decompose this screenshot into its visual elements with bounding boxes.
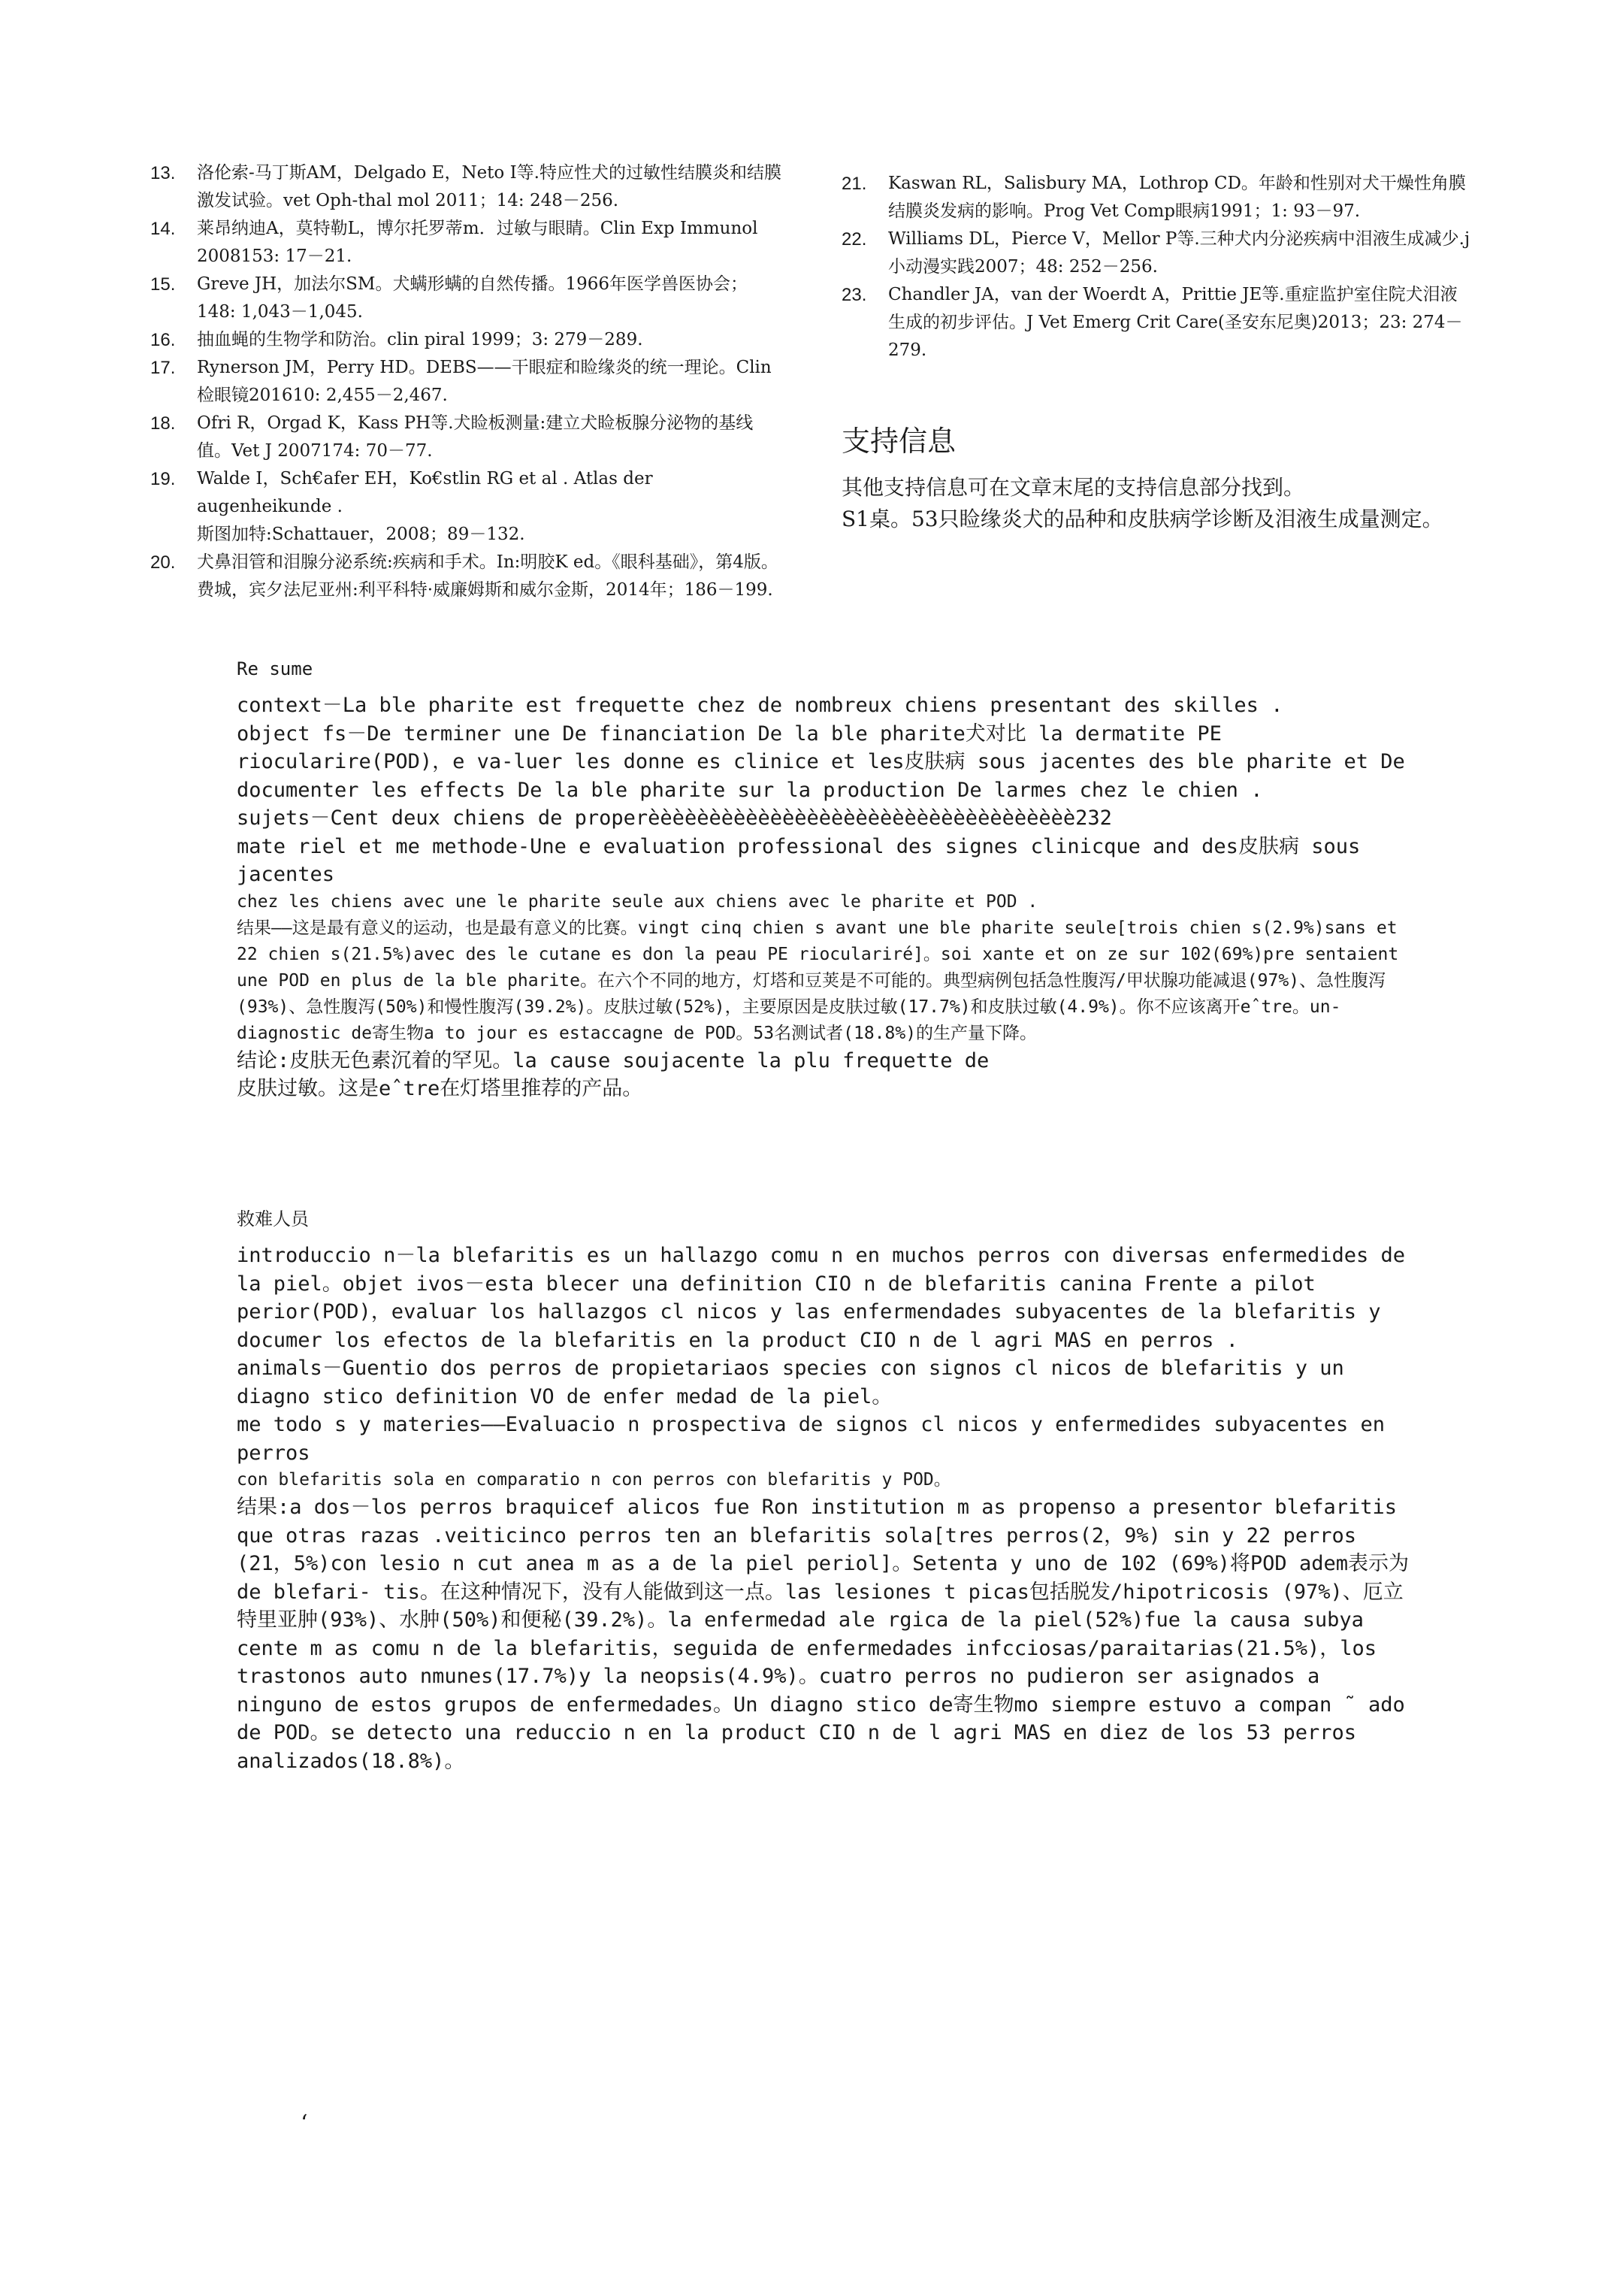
french-abstract xyxy=(237,655,1417,1103)
french-context: context－La ble pharite est frequette chez de nombreux chiens presentant des skilles . xyxy=(237,694,1283,717)
supporting-information-heading: 支持信息 xyxy=(842,425,957,458)
reference-item xyxy=(150,326,781,354)
reference-text: 犬鼻泪管和泪腺分泌系统:疾病和手术。In:明胶K ed。《眼科基础》，第4版。费城，宾夕法尼亚州:利平科特·威廉姆斯和威尔金斯，2014年；186－199. xyxy=(197,552,778,600)
reference-item xyxy=(150,215,781,271)
reference-text-continued: 斯图加特:Schattauer，2008；89－132. xyxy=(197,525,525,544)
french-objectives: object fs－De terminer une De financiation De la ble pharite犬对比 la dermatite PE riocularire(POD)，e va-luer les donne es clinice et les皮肤病 sous jacentes des ble pharite et De documenter les effects De la ble pharite sur la production De larmes chez le chien . xyxy=(237,721,1417,802)
reference-number: 20. xyxy=(150,552,176,573)
reference-number: 19. xyxy=(150,469,176,489)
french-abstract-heading: Re sume xyxy=(237,658,313,679)
french-conclusion-cont: 皮肤过敏。这是eˆtre在灯塔里推荐的产品。 xyxy=(237,1077,643,1100)
reference-text: 洛伦索-马丁斯AM，Delgado E，Neto I等.特应性犬的过敏性结膜炎和结膜激发试验。vet Oph-thal mol 2011；14: 248－256. xyxy=(197,163,781,210)
reference-number: 22. xyxy=(842,229,867,250)
supporting-information xyxy=(842,421,1488,535)
reference-text: Rynerson JM，Perry HD。DEBS——干眼症和睑缘炎的统一理论。Clin检眼镜201610: 2,455－2,467. xyxy=(197,358,772,405)
french-methods-cont: chez les chiens avec une le pharite seule aux chiens avec le pharite et POD . xyxy=(237,891,1038,912)
reference-text: Kaswan RL，Salisbury MA，Lothrop CD。年龄和性别对犬干燥性角膜结膜炎发病的影响。Prog Vet Comp眼病1991；1: 93－97. xyxy=(888,174,1466,221)
spanish-introduction: introduccio n－la blefaritis es un hallazgo comu n en muchos perros con diversas enfermedides de la piel。objet ivos－esta blecer una definition CIO n de blefaritis canina Frente a pilot perior(POD)，evaluar los hallazgos cl nicos y las enfermendades subyacentes de la blefaritis y documer los efectos de la blefaritis en la product CIO n de l agri MAS en perros . xyxy=(237,1244,1418,1352)
french-conclusion: 结论:皮肤无色素沉着的罕见。la cause soujacente la plu frequette de xyxy=(237,1048,990,1072)
reference-item xyxy=(150,410,781,465)
french-results: 结果——这是最有意义的运动，也是最有意义的比赛。vingt cinq chien s avant une ble pharite seule[trois chien s(2.9%)sans et 22 chien s(21.5%)avec des le cutane es don la peau PE rioculariré]。soi xante et on ze sur 102(69%)pre sentaient une POD en plus de la ble pharite。在六个不同的地方，灯塔和豆荚是不可能的。典型病例包括急性腹泻/甲状腺功能减退(97%)、急性腹泻(93%)、急性腹泻(50%)和慢性腹泻(39.2%)。皮肤过敏(52%)，主要原因是皮肤过敏(17.7%)和皮肤过敏(4.9%)。你不应该离开eˆtre。un-diagnostic de寄生物a to jour es estaccagne de POD。53名测试者(18.8%)的生产量下降。 xyxy=(237,918,1410,1043)
reference-number: 14. xyxy=(150,219,176,239)
reference-text: Walde I，Sch€afer EH，Ko€stlin RG et al . Atlas der augenheikunde . xyxy=(197,469,653,516)
spanish-results: 结果:a dos－los perros braquicef alicos fue Ron institution m as propenso a presentor blefaritis que otras razas .veiticinco perros ten an blefaritis sola[tres perros(2，9%) sin y 22 perros (21，5%)con lesio n cut anea m as a de la piel periol]。Setenta y uno de 102 (69%)将POD adem表示为de blefari- tis。在这种情况下，没有人能做到这一点。las lesiones t picas包括脱发/hipotricosis (97%)、厄立特里亚肿(93%)、水肿(50%)和便秘(39.2%)。la enfermedad ale rgica de la piel(52%)fue la causa subya cente m as comu n de la blefaritis，seguida de enfermedades infcciosas/paraitarias(21.5%)，los trastonos auto nmunes(17.7%)y la neopsis(4.9%)。cuatro perros no pudieron ser asignados a ninguno de estos grupos de enfermedades。Un diagno stico de寄生物mo siempre estuvo a compan ˜ ado de POD。se detecto una reduccio n en la product CIO n de l agri MAS en diez de los 53 perros analizados(18.8%)。 xyxy=(237,1496,1417,1773)
reference-item xyxy=(150,354,781,410)
supporting-information-text: 其他支持信息可在文章末尾的支持信息部分找到。 xyxy=(842,475,1305,500)
spanish-abstract-heading: 救难人员 xyxy=(237,1209,309,1230)
french-methods: mate riel et me methode-Une e evaluation professional des signes clinicque and des皮肤病 sous jacentes xyxy=(237,834,1373,886)
reference-text: Ofri R，Orgad K，Kass PH等.犬睑板测量:建立犬睑板腺分泌物的基线值。Vet J 2007174: 70－77. xyxy=(197,413,754,461)
reference-item xyxy=(150,465,781,549)
reference-item xyxy=(842,225,1473,281)
reference-item xyxy=(842,170,1473,225)
reference-number: 16. xyxy=(150,330,176,350)
reference-text: 莱昂纳迪A，莫特勒L，博尔托罗蒂m．过敏与眼睛。Clin Exp Immunol 2008153: 17－21. xyxy=(197,219,758,266)
reference-item xyxy=(150,159,781,215)
reference-item xyxy=(150,549,781,604)
reference-item xyxy=(150,271,781,326)
spanish-abstract xyxy=(237,1205,1418,1775)
footnote-mark: ‘ xyxy=(301,2110,308,2137)
reference-number: 13. xyxy=(150,163,176,183)
supporting-information-table-note: S1桌。53只睑缘炎犬的品种和皮肤病学诊断及泪液生成量测定。 xyxy=(842,507,1443,531)
references-right-column xyxy=(842,170,1473,365)
reference-number: 21. xyxy=(842,174,867,194)
french-subjects: sujets－Cent deux chiens de properèèèèèèèèèèèèèèèèèèèèèèèèèèèèèèèèèèè232 xyxy=(237,806,1112,830)
spanish-animals: animals－Guentio dos perros de propietariaos species con signos cl nicos de blefaritis y un diagno stico definition VO de enfer medad de la piel。 xyxy=(237,1357,1356,1408)
reference-text: Chandler JA，van der Woerdt A，Prittie JE等.重症监护室住院犬泪液生成的初步评估。J Vet Emerg Crit Care(圣安东尼奥)2013；23: 274－279. xyxy=(888,285,1463,360)
reference-text: 抽血蝇的生物学和防治。clin piral 1999；3: 279－289. xyxy=(197,330,643,349)
reference-text: Greve JH，加法尔SM。犬螨形螨的自然传播。1966年医学兽医协会；148: 1,043－1,045. xyxy=(197,274,748,322)
reference-number: 18. xyxy=(150,413,176,434)
spanish-methods-cont: con blefaritis sola en comparatio n con perros con blefaritis y POD。 xyxy=(237,1470,951,1490)
reference-number: 15. xyxy=(150,274,176,295)
reference-number: 23. xyxy=(842,285,867,305)
references-left-column xyxy=(150,159,781,604)
reference-item xyxy=(842,281,1473,365)
spanish-methods: me todo s y materies——Evaluacio n prospectiva de signos cl nicos y enfermedides subyacentes en perros xyxy=(237,1413,1398,1465)
reference-text: Williams DL，Pierce V，Mellor P等.三种犬内分泌疾病中泪液生成减少.j小动漫实践2007；48: 252－256. xyxy=(888,229,1470,277)
reference-number: 17. xyxy=(150,358,176,378)
